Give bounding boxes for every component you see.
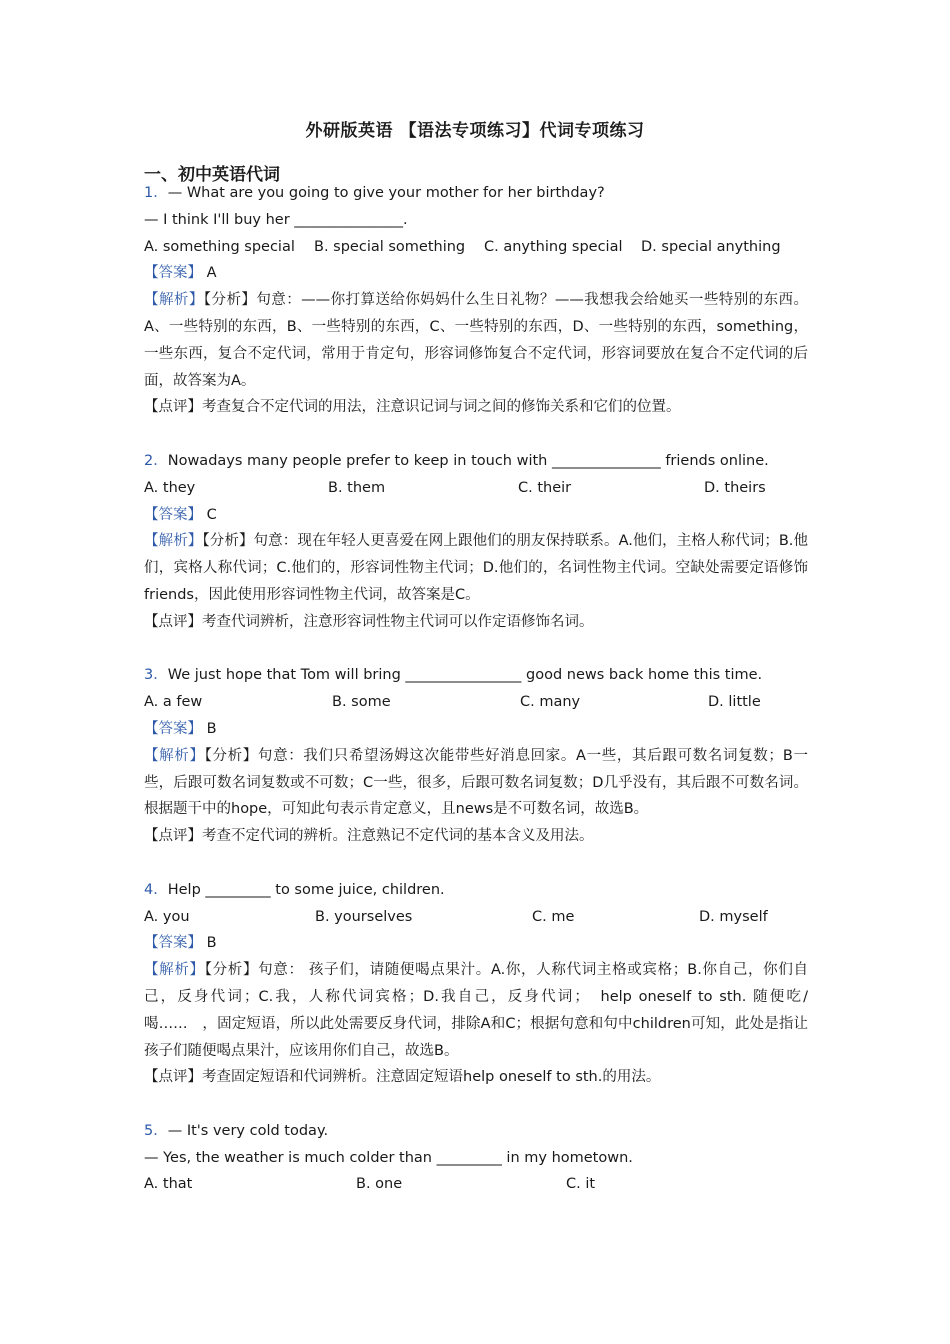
option-a: A. you (144, 908, 190, 925)
answer-value: B (206, 720, 217, 737)
option-b: B. yourselves (315, 908, 413, 925)
option-d: D. theirs (704, 479, 766, 496)
comment-line: 【点评】考查固定短语和代词辨析。注意固定短语help oneself to sth.的用法。 (144, 1069, 661, 1086)
answer-line (144, 502, 808, 529)
options-row (144, 1171, 808, 1198)
options-row (144, 475, 808, 502)
option-a: A. that (144, 1176, 193, 1193)
option-c: C. anything special (484, 238, 623, 255)
comment-line: 【点评】考查代词辨析，注意形容词性物主代词可以作定语修饰名词。 (144, 613, 594, 630)
analysis-paragraph (144, 287, 808, 394)
section-heading: 一、初中英语代词 (144, 165, 280, 185)
question-3 (144, 662, 808, 850)
option-b: B. some (332, 694, 391, 711)
option-d: D. little (708, 694, 761, 711)
question-5 (144, 1118, 808, 1198)
question-stem: — What are you going to give your mother for her birthday? (167, 185, 605, 201)
question-stem: Nowadays many people prefer to keep in touch with _______________ friends online. (167, 452, 769, 469)
option-b: B. them (328, 479, 386, 496)
question-stem: Help _________ to some juice, children. (167, 881, 445, 898)
analysis-text: 【分析】句意： 孩子们，请随便喝点果汁。A.你，人称代词主格或宾格；B.你自己，你们自己，反身代词；C.我，人称代词宾格；D.我自己，反身代词； help oneself to sth. 随便吃/喝…… ，固定短语，所以此处需要反身代词，排除A和C；根据句意和句中children可知，此处是指让孩子们随便喝点果汁，应该用你们自己，故选B。 (144, 962, 809, 1059)
document-title: 外研版英语 【语法专项练习】代词专项练习 (305, 121, 645, 141)
question-stem-2: — I think I'll buy her _______________. (144, 211, 408, 228)
analysis-text: 【分析】句意：——你打算送给你妈妈什么生日礼物？——我想我会给她买一些特别的东西。A、一些特别的东西，B、一些特别的东西，C、一些特别的东西，D、一些特别的东西，something，一些东西，复合不定代词，常用于肯定句，形容词修饰复合不定代词，形容词要放在复合不定代词的后面，故答案为A。 (144, 292, 809, 389)
option-c: C. many (520, 694, 581, 711)
option-b: B. one (356, 1176, 403, 1193)
options-row (144, 234, 808, 261)
analysis-label: 【解析】 (144, 533, 203, 550)
answer-value: A (206, 265, 217, 282)
options-row (144, 904, 808, 931)
option-b: B. special something (314, 238, 466, 255)
question-stem-2: — Yes, the weather is much colder than _________ in my hometown. (144, 1149, 633, 1166)
analysis-label: 【解析】 (144, 292, 204, 309)
analysis-paragraph (144, 743, 808, 823)
answer-label: 【答案】 (144, 720, 202, 737)
option-c: C. me (532, 908, 575, 925)
answer-line (144, 716, 808, 743)
question-number: 1． (144, 185, 168, 201)
question-number: 3． (144, 667, 168, 684)
answer-value: C (206, 506, 217, 523)
option-c: C. their (518, 479, 572, 496)
analysis-label: 【解析】 (144, 747, 205, 764)
answer-line (144, 930, 808, 957)
comment-line: 【点评】考查不定代词的辨析。注意熟记不定代词的基本含义及用法。 (144, 828, 594, 845)
question-number: 2． (144, 452, 168, 469)
option-a: A. they (144, 479, 196, 496)
option-c: C. it (566, 1176, 596, 1193)
question-list (144, 180, 808, 1198)
question-number: 5． (144, 1122, 168, 1139)
analysis-paragraph (144, 957, 808, 1064)
analysis-text: 【分析】句意：我们只希望汤姆这次能带些好消息回家。A一些，其后跟可数名词复数；B一些，后跟可数名词复数或不可数；C一些，很多，后跟可数名词复数；D几乎没有，其后跟不可数名词。根据题干中的hope，可知此句表示肯定意义，且news是不可数名词，故选B。 (144, 747, 808, 818)
question-stem: — It's very cold today. (167, 1122, 329, 1139)
option-a: A. something special (144, 238, 295, 255)
answer-line (144, 260, 808, 287)
option-a: A. a few (144, 694, 203, 711)
answer-value: B (206, 935, 217, 952)
analysis-text: 【分析】句意：现在年轻人更喜爱在网上跟他们的朋友保持联系。A.他们，主格人称代词；B.他们，宾格人称代词；C.他们的，形容词性物主代词；D.他们的，名词性物主代词。空缺处需要定语修饰friends，因此使用形容词性物主代词，故答案是C。 (144, 533, 809, 603)
option-d: D. myself (699, 908, 768, 925)
comment-line: 【点评】考查复合不定代词的用法，注意识记词与词之间的修饰关系和它们的位置。 (144, 399, 681, 416)
answer-label: 【答案】 (144, 935, 202, 952)
question-4 (144, 877, 808, 1091)
answer-label: 【答案】 (144, 506, 202, 523)
question-2 (144, 448, 808, 636)
options-row (144, 689, 808, 716)
question-stem: We just hope that Tom will bring ________________ good news back home this time. (167, 667, 763, 684)
question-number: 4． (144, 881, 168, 898)
analysis-paragraph (144, 528, 808, 608)
question-1 (144, 180, 808, 421)
answer-label: 【答案】 (144, 265, 202, 282)
analysis-label: 【解析】 (144, 962, 205, 979)
option-d: D. special anything (641, 238, 781, 255)
